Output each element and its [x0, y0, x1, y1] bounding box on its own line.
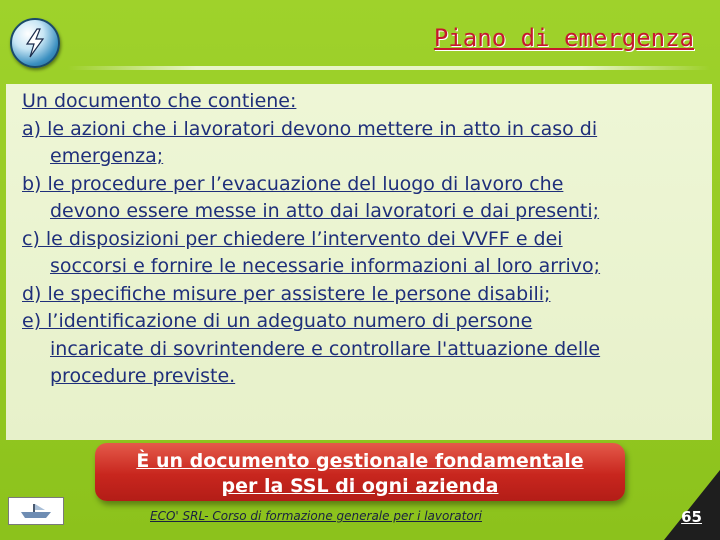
list-item-a [22, 116, 694, 171]
list-item-b [22, 171, 694, 226]
list-item-line: procedure previste. [50, 365, 236, 387]
footer-text: ECO' SRL- Corso di formazione generale per i lavoratori [150, 509, 482, 523]
list-item-line: d) le specifiche misure per assistere le persone disabili; [22, 282, 551, 305]
list-item-line: e) l’identificazione di un adeguato numero di persone [22, 310, 533, 332]
page-number: 65 [681, 508, 702, 526]
corner-decoration [664, 470, 720, 540]
content-list [22, 88, 694, 391]
list-item-line: c) le disposizioni per chiedere l’intervento dei VVFF e dei [22, 227, 563, 250]
lightning-bolt-icon [10, 18, 60, 68]
list-item-c [22, 226, 694, 281]
list-item-d [22, 281, 694, 309]
list-item-line: b) le procedure per l’evacuazione del luogo di lavoro che [22, 172, 564, 195]
list-item-line: emergenza; [50, 145, 164, 167]
ship-icon [8, 497, 64, 525]
intro-text: Un documento che contiene: [22, 90, 297, 112]
list-item-line: incaricate di sovrintendere e controllare l'attuazione delle [50, 337, 601, 360]
callout-box [95, 443, 625, 501]
title-divider [68, 66, 710, 70]
list-item-line: a) le azioni che i lavoratori devono mettere in atto in caso di [22, 117, 598, 140]
list-item-line: soccorsi e fornire le necessarie informazioni al loro arrivo; [50, 255, 601, 277]
callout-line-1: È un documento gestionale fondamentale [136, 450, 584, 472]
slide-title: Piano di emergenza [433, 24, 694, 52]
list-item-line: devono essere messe in atto dai lavoratori e dai presenti; [50, 200, 600, 222]
list-item-e [22, 308, 694, 391]
callout-line-2: per la SSL di ogni azienda [221, 475, 499, 497]
